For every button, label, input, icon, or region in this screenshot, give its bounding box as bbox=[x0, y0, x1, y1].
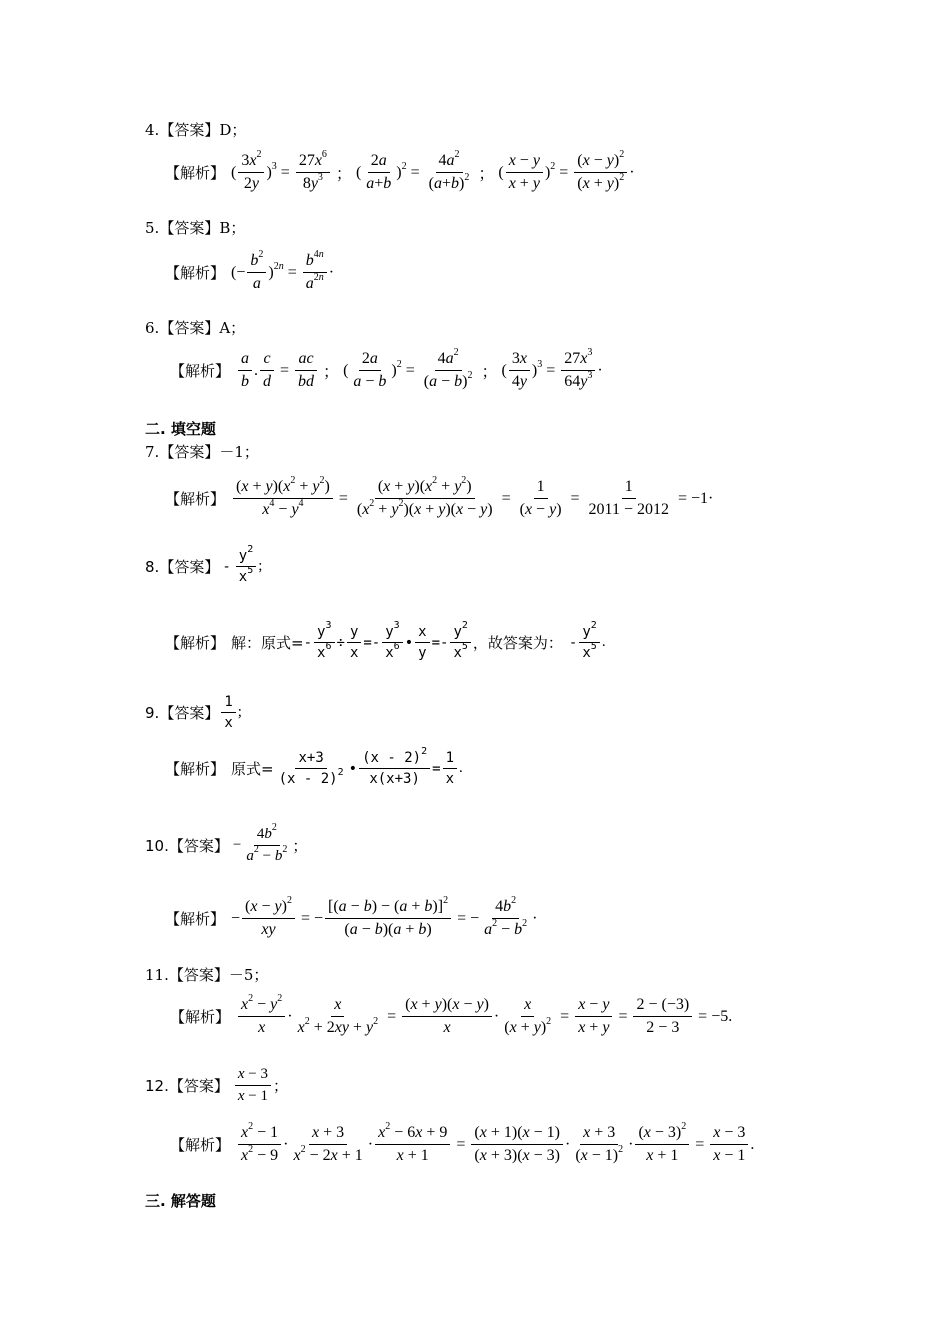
q10-explanation: 【解析】 − $\frac{(x - y)^2}{xy}$ = − $\frac{[(a - b) - (a + b)]^2}{(a - b)(a + b)}$ = − $\frac{4b^2}{a^2 - b^2}$ · bbox=[165, 895, 538, 938]
q12-answer-line: 12.【答案】 x − 3 x − 1 ； bbox=[145, 1066, 289, 1104]
section-2-heading: 二. 填空题 bbox=[145, 420, 216, 438]
q11-explanation: 【解析】 $x^2 - y^2$ x · $\frac{x}{x^2 + 2xy + y^2}$ = $\frac{(x + y)(x - y)}{x}$ · $\frac{x}{(x + y)^2}$ = $\frac{x - y}{x + y}$ = $\frac{2 - (-3)}{2 - 3}$ = −5. bbox=[170, 993, 733, 1036]
q7-explanation: 【解析】 $\frac{(x + y)(x^2 + y^2)}{x^4 - y^4}$ = $\frac{(x + y)(x^2 + y^2)}{(x^2 + y^2)(x + y)(x - y)}$ = $\frac{1}{(x - y)}$ = $\frac{1}{2011 - 2012}$ = −1· bbox=[165, 475, 714, 518]
q6-answer-line: 6.【答案】A； bbox=[145, 319, 246, 337]
q10-answer-line: 10.【答案】 − $\frac{4b^2}{a^2 - b^2}$ ； bbox=[145, 822, 308, 864]
q7-answer-line: 7.【答案】－1； bbox=[145, 443, 259, 461]
q4-explanation: 【解析】 ( $3x^2$ 2y )$^3$ = $\frac{27x^6}{8y^3}$ ； ( 2a a+b )$^2$ = $\frac{4a^2}{(a+b)^2}$ ； ( x − y x + y )$^2$ = $\frac{(x - y)^2}{(x + y)^2}$ · bbox=[165, 149, 635, 192]
q8-explanation: 【解析】 解：原式= - $\frac{y^3}{x^6}$ ÷ $\frac{y}{x}$ =- $y^3$ $x^6$ • $\frac{x}{y}$ =- $y^2$ $x^5$ ，故答案为： - $y^2$ $x^5$ . bbox=[165, 620, 606, 661]
q9-explanation: 【解析】 原式= $\frac{x+3}{(x - 2)^2}$ • $\frac{(x - 2)^2}{x(x+3)}$ = $\frac{1}{x}$ . bbox=[165, 746, 463, 787]
q5-explanation: 【解析】 (− $\frac{b^2}{a}$ )$^{2n}$ = $\frac{b^{4n}}{a^{2n}}$ · bbox=[165, 249, 335, 292]
q12-explanation: 【解析】 $x^2 - 1$ $x^2 - 9$ · x + 3 $x^2 - 2x + 1$ · $\frac{x^2 - 6x + 9}{x + 1}$ = $\frac{(x + 1)(x - 1)}{(x + 3)(x - 3)}$ · x + 3 $(x - 1)^2$ · $\frac{(x - 3)^2}{x + 1}$ = $\frac{x - 3}{x - 1}$ . bbox=[170, 1121, 755, 1164]
q5-answer-line: 5.【答案】B； bbox=[145, 219, 246, 237]
q11-answer-line: 11.【答案】－5； bbox=[145, 966, 269, 984]
q6-explanation: 【解析】 a b . $\frac{c}{d}$ = $\frac{ac}{bd}$ ； ( 2a a − b )$^2$ = $\frac{4a^2}{(a - b)^2}$ ； ( 3x 4y )$^3$ = $\frac{27x^3}{64y^3}$ · bbox=[170, 347, 603, 390]
section-3-heading: 三. 解答题 bbox=[145, 1192, 216, 1210]
q9-answer-line: 9.【答案】 1 x ; bbox=[145, 694, 242, 731]
q8-answer-line: 8.【答案】 - $y^2$ $x^5$ ; bbox=[145, 544, 263, 585]
q4-answer-line: 4.【答案】D； bbox=[145, 121, 247, 139]
